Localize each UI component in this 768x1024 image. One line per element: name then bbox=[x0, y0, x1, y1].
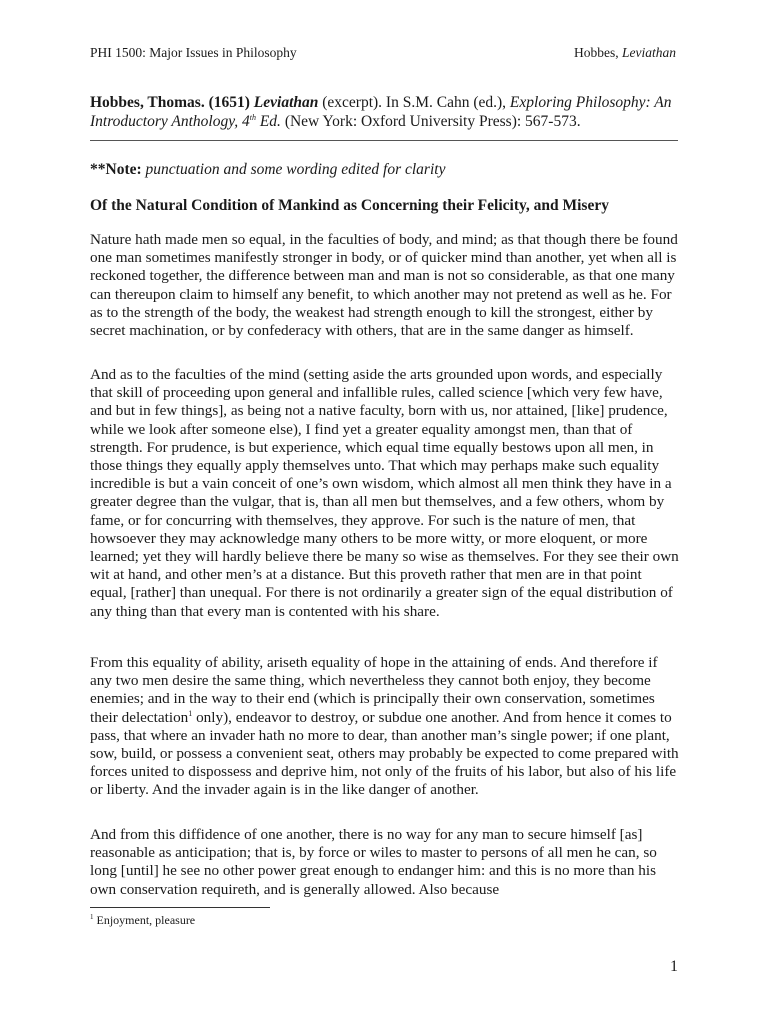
header-author: Hobbes, bbox=[574, 45, 619, 60]
running-header bbox=[90, 44, 676, 62]
paragraph-1: Nature hath made men so equal, in the faculties of body, and mind; as that though there be found one man sometimes manifestly stronger in body, or of quicker mind than another, yet when all is reckoned together, the difference between man and man is not so considerable, as that one many can thereupon claim to himself any benefit, to which another may not pretend as well as he. For as to the strength of the body, the weakest had strength enough to kill the strongest, either by secret machination, or by confederacy with others, that are in the same danger as himself. bbox=[90, 231, 678, 340]
section-title: Of the Natural Condition of Mankind as Concerning their Felicity, and Misery bbox=[90, 197, 609, 214]
footnote-divider bbox=[90, 907, 270, 908]
citation-author-year: Hobbes, Thomas. (1651) bbox=[90, 94, 250, 111]
footnote-text: Enjoyment, pleasure bbox=[93, 913, 196, 927]
page-number: 1 bbox=[670, 958, 678, 975]
footnote bbox=[90, 913, 195, 928]
editorial-note bbox=[90, 160, 445, 179]
paragraph-3-part-b: only), endeavor to destroy, or subdue one another. And from hence it comes to pass, that where an invader hath no more to dear, than another man’s single power; if one plant, sow, build, or possess a convenient seat, others may probably be expected to come prepared with forces united to dispossess and deprive him, not only of the fruits of his labor, but also of his life or liberty. And the invader again is in the like danger of another. bbox=[90, 708, 679, 799]
citation-after-work: (excerpt). In S.M. Cahn (ed.), bbox=[322, 94, 507, 111]
citation-edition-ed: Ed. bbox=[259, 113, 281, 130]
paragraph-2: And as to the faculties of the mind (setting aside the arts grounded upon words, and especially that skill of proceeding upon general and infallible rules, called science [which very few have, and but in few things], as being not a native faculty, born with us, nor attained, [like] prudence, while we look after someone else), I find yet a greater equality amongst men, than that of strength. For prudence, is but experience, which equal time equally bestows upon all men, in those things they equally apply themselves unto. That which may perhaps make such equality incredible is but a vain conceit of one’s own wisdom, which almost all men think they have in a greater degree than the vulgar, that is, than all men but themselves, and a few others, whom by fame, or for concurring with themselves, they approve. For such is the nature of men, that howsoever they may acknowledge many others to be more witty, or more eloquent, or more learned; yet they will hardly believe there be many so wise as themselves. For they see their own wit at hand, and other men’s at a distance. But this proveth rather that men are in that point equal, [rather] than unequal. For there is not ordinarily a greater sign of the equal distribution of any thing than that every man is contented with his share. bbox=[90, 366, 679, 620]
footnote-reference[interactable]: 1 bbox=[188, 708, 193, 718]
note-text: punctuation and some wording edited for clarity bbox=[145, 161, 446, 178]
note-label: **Note: bbox=[90, 161, 142, 178]
paragraph-4: And from this diffidence of one another, there is no way for any man to secure himself [as] reasonable as anticipation; that is, by force or wiles to master to persons of all men he can, so long [until] he see no other power great enough to endanger him: and this is no more than his own conservation requireth, and is generally allowed. Also because bbox=[90, 826, 657, 898]
paragraph-3-part-a: From this equality of ability, ariseth equality of hope in the attaining of ends. And therefore if any two men desire the same thing, which nevertheless they cannot both enjoy, they become enemies; and in the way to their end (which is principally their own conservation, sometimes their delectation bbox=[90, 654, 658, 726]
footnote-marker: 1 bbox=[90, 913, 94, 921]
header-work-title: Leviathan bbox=[622, 45, 676, 60]
citation-edition-sup: th bbox=[249, 112, 256, 122]
citation-publisher: (New York: Oxford University Press): 567-573. bbox=[284, 113, 581, 130]
bibliographic-citation bbox=[90, 93, 690, 131]
header-divider bbox=[90, 140, 678, 141]
header-work bbox=[574, 44, 676, 62]
paragraph-3 bbox=[90, 654, 680, 800]
citation-anthology: Exploring Philosophy: An Introductory Anthology, 4 bbox=[90, 94, 672, 130]
course-title: PHI 1500: Major Issues in Philosophy bbox=[90, 45, 297, 60]
citation-work: Leviathan bbox=[253, 94, 319, 111]
